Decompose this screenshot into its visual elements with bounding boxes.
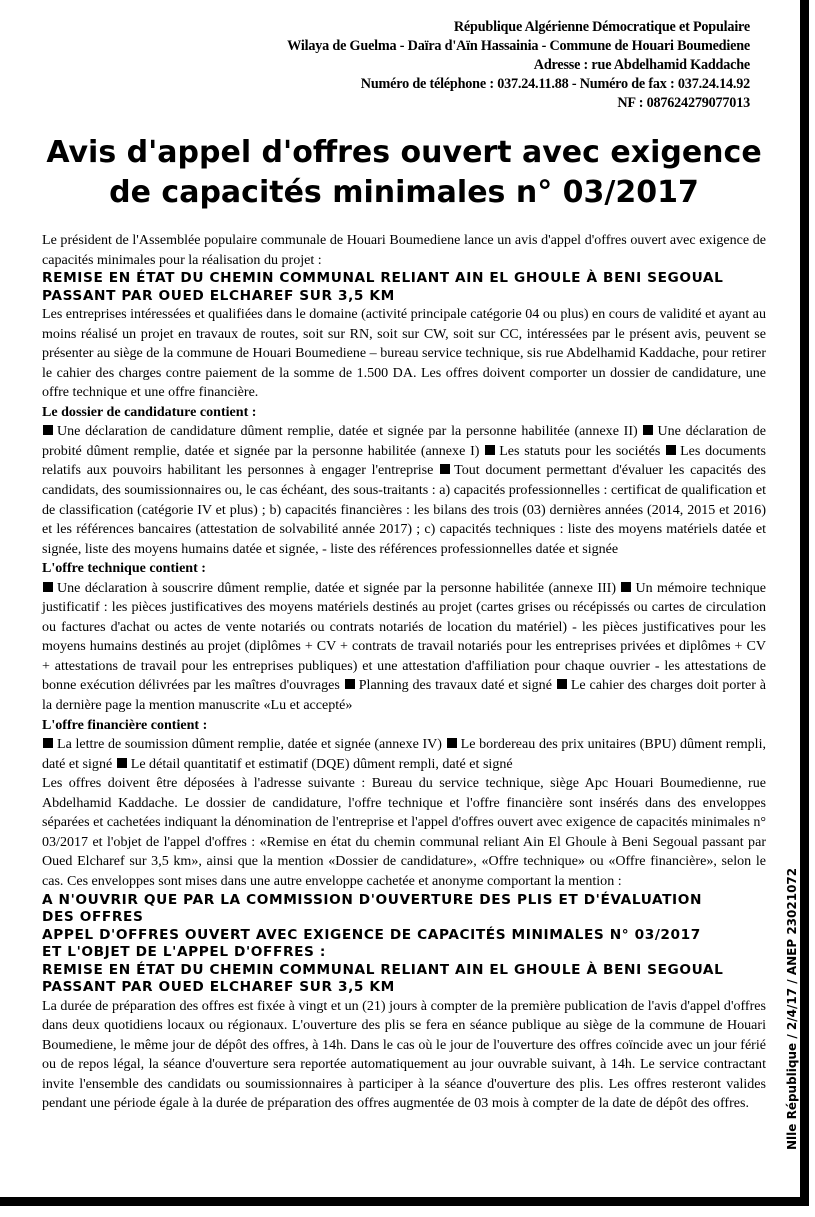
bullet-square-icon	[43, 425, 53, 435]
bullet-square-icon	[643, 425, 653, 435]
header-wilaya: Wilaya de Guelma - Daïra d'Aïn Hassainia - Commune de Houari Boumediene	[287, 38, 750, 54]
mention-line-2: DES OFFRES	[42, 909, 144, 925]
dossier-item-4: Les documents relatifs aux pouvoirs habilitant les personnes à engager l'entreprise	[42, 442, 767, 479]
technique-list	[42, 579, 766, 716]
dossier-item-2: Une déclaration de probité dûment remplie, datée et signée par la personne habilitée (annexe I)	[42, 423, 766, 459]
duration-paragraph: La durée de préparation des offres est fixée à vingt et un (21) jours à compter de la première publication de l'avis d'appel d'offres dans deux quotidiens locaux ou régionaux. L'ouverture des plis se fera en séance publique au siège de la commune de Houari Boumediene, le même jour de dépôt des offres, à 14h. Dans le cas où le jour de l'ouverture des offres coïncide avec un jour férié ou de repos légal, la séance d'ouverture sera reportée automatiquement au jour ouvrable suivant, à 14h. Le service contractant invite l'ensemble des candidats ou soumissionnaires à participer à la séance d'ouverture des plis. Les offres resteront valides pendant une période égale à la durée de préparation des offres augmentée de 03 mois à compter de la date de dépôt des offres.	[42, 997, 766, 1112]
notice-body	[42, 231, 766, 1114]
dossier-item-1: Une déclaration de candidature dûment remplie, datée et signée par la personne habilitée (annexe II)	[57, 423, 638, 440]
bullet-square-icon	[43, 738, 53, 748]
financiere-list	[42, 735, 766, 774]
technique-item-2: Un mémoire technique justificatif : les pièces justificatives des moyens matériels destinés au projet (cartes grises ou récépissés ou cartes de circulation ou factures d'achat ou actes de vente notariés ou contrats notariés de location du matériel) - les pièces justificatives pour les moyens humains destinés au projet (diplômes + CV + contrats de travail notariés pour les entreprises privées et diplômes + CV + attestations de travail pour les entreprises publiques) et une attestation d'affiliation pour chaque ouvrier - les attestations de bonne exécution délivrées par les maîtres d'ouvrages	[42, 579, 766, 694]
technique-item-4: Le cahier des charges doit porter à la dernière page la mention manuscrite «Lu et accepté»	[42, 677, 767, 714]
technique-heading: L'offre technique contient :	[42, 560, 206, 577]
publication-credit: Nlle République / 2/4/17 / ANEP 23021072	[785, 867, 799, 1150]
project-title-line-1: REMISE EN ÉTAT DU CHEMIN COMMUNAL RELIANT AIN EL GHOULE À BENI SEGOUAL	[42, 270, 724, 287]
technique-item-3: Planning des travaux daté et signé	[358, 677, 552, 694]
project-title-line-2: PASSANT PAR OUED ELCHAREF SUR 3,5 KM	[42, 287, 395, 304]
mention-line-6: PASSANT PAR OUED ELCHAREF SUR 3,5 KM	[42, 979, 395, 995]
financiere-item-3: Le détail quantitatif et estimatif (DQE) dûment rempli, daté et signé	[130, 755, 513, 772]
header-republic: République Algérienne Démocratique et Populaire	[453, 19, 750, 35]
bullet-square-icon	[117, 758, 127, 768]
intro-paragraph: Le président de l'Assemblée populaire communale de Houari Boumediene lance un avis d'appel d'offres ouvert avec exigence de capacités minimales pour la réalisation du projet :	[42, 232, 766, 268]
bullet-square-icon	[447, 738, 457, 748]
envelope-mention	[42, 892, 766, 997]
bullet-square-icon	[621, 582, 631, 592]
enterprises-paragraph: Les entreprises intéressées et qualifiées dans le domaine (activité principale catégorie 04 ou plus) en cours de validité et ayant au moins réalisé un projet en travaux de routes, soit sur RN, soit sur CW, soit sur CC, intéressées par le présent avis, peuvent se présenter au siège de la commune de Houari Boumediene – bureau service technique, sis rue Abdelhamid Kaddache, pour retirer le cahier des charges contre paiement de la somme de 1.500 DA. Les offres doivent comporter un dossier de candidature, une offre technique et une offre financière.	[42, 306, 766, 401]
dossier-item-3: Les statuts pour les sociétés	[499, 442, 661, 459]
bullet-square-icon	[43, 582, 53, 592]
technique-item-1: Une déclaration à souscrire dûment remplie, datée et signée par la personne habilitée (annexe III)	[57, 579, 617, 596]
dossier-list	[42, 422, 766, 559]
dossier-heading: Le dossier de candidature contient :	[42, 403, 257, 420]
financiere-item-1: La lettre de soumission dûment remplie, datée et signée (annexe IV)	[57, 736, 442, 753]
dossier-item-5: Tout document permettant d'évaluer les capacités des candidats, des soumissionnaires ou, le cas échéant, des sous-traitants : a) capacités professionnelles : certificat de qualification et de classification (catégorie IV et plus) ; b) capacités financières : les bilans des trois (03) dernières années (2014, 2015 et 2016) et les références bancaires (attestation de solvabilité année 2017) ; c) capacités techniques : liste des moyens matériels datée et signée, liste des moyens humains datée et signée, - liste des références professionnelles datée et signée	[42, 462, 766, 557]
deposit-paragraph: Les offres doivent être déposées à l'adresse suivante : Bureau du service technique, siège Apc Houari Boumedienne, rue Abdelhamid Kaddache. Le dossier de candidature, l'offre technique et l'offre financière sont insérés dans des enveloppes séparées et cachetées indiquant la dénomination de l'entreprise et l'appel d'offres ouvert avec exigence de capacités minimales n° 03/2017 et l'objet de l'appel d'offres : «Remise en état du chemin communal reliant Ain El Ghoule à Beni Segoual passant par Oued Elcharef sur 3,5 km», ainsi que la mention «Dossier de candidature», «Offre technique» ou «Offre financière», selon le cas. Ces enveloppes sont mises dans une autre enveloppe cachetée et anonyme comportant la mention :	[42, 775, 766, 889]
mention-line-4: ET L'OBJET DE L'APPEL D'OFFRES :	[42, 944, 326, 960]
mention-line-3: APPEL D'OFFRES OUVERT AVEC EXIGENCE DE CAPACITÉS MINIMALES N° 03/2017	[42, 926, 701, 943]
title-line-2: de capacités minimales n° 03/2017	[109, 175, 699, 210]
financiere-item-2: Le bordereau des prix unitaires (BPU) dûment rempli, daté et signé	[42, 736, 766, 772]
header-phone-fax: Numéro de téléphone : 037.24.11.88 - Numéro de fax : 037.24.14.92	[360, 76, 750, 92]
notice-title	[0, 133, 808, 213]
bullet-square-icon	[440, 464, 450, 474]
bullet-square-icon	[345, 679, 355, 689]
header-nf: NF : 087624279077013	[617, 95, 750, 111]
bullet-square-icon	[485, 445, 495, 455]
mention-line-5: REMISE EN ÉTAT DU CHEMIN COMMUNAL RELIANT AIN EL GHOULE À BENI SEGOUAL	[42, 961, 724, 978]
issuer-header	[287, 18, 750, 113]
project-title	[42, 270, 766, 305]
title-line-1: Avis d'appel d'offres ouvert avec exigence	[46, 135, 762, 170]
mention-line-1: A N'OUVRIR QUE PAR LA COMMISSION D'OUVERTURE DES PLIS ET D'ÉVALUATION	[42, 891, 703, 908]
bullet-square-icon	[557, 679, 567, 689]
bullet-square-icon	[666, 445, 676, 455]
financiere-heading: L'offre financière contient :	[42, 716, 208, 733]
header-address: Adresse : rue Abdelhamid Kaddache	[533, 57, 750, 73]
